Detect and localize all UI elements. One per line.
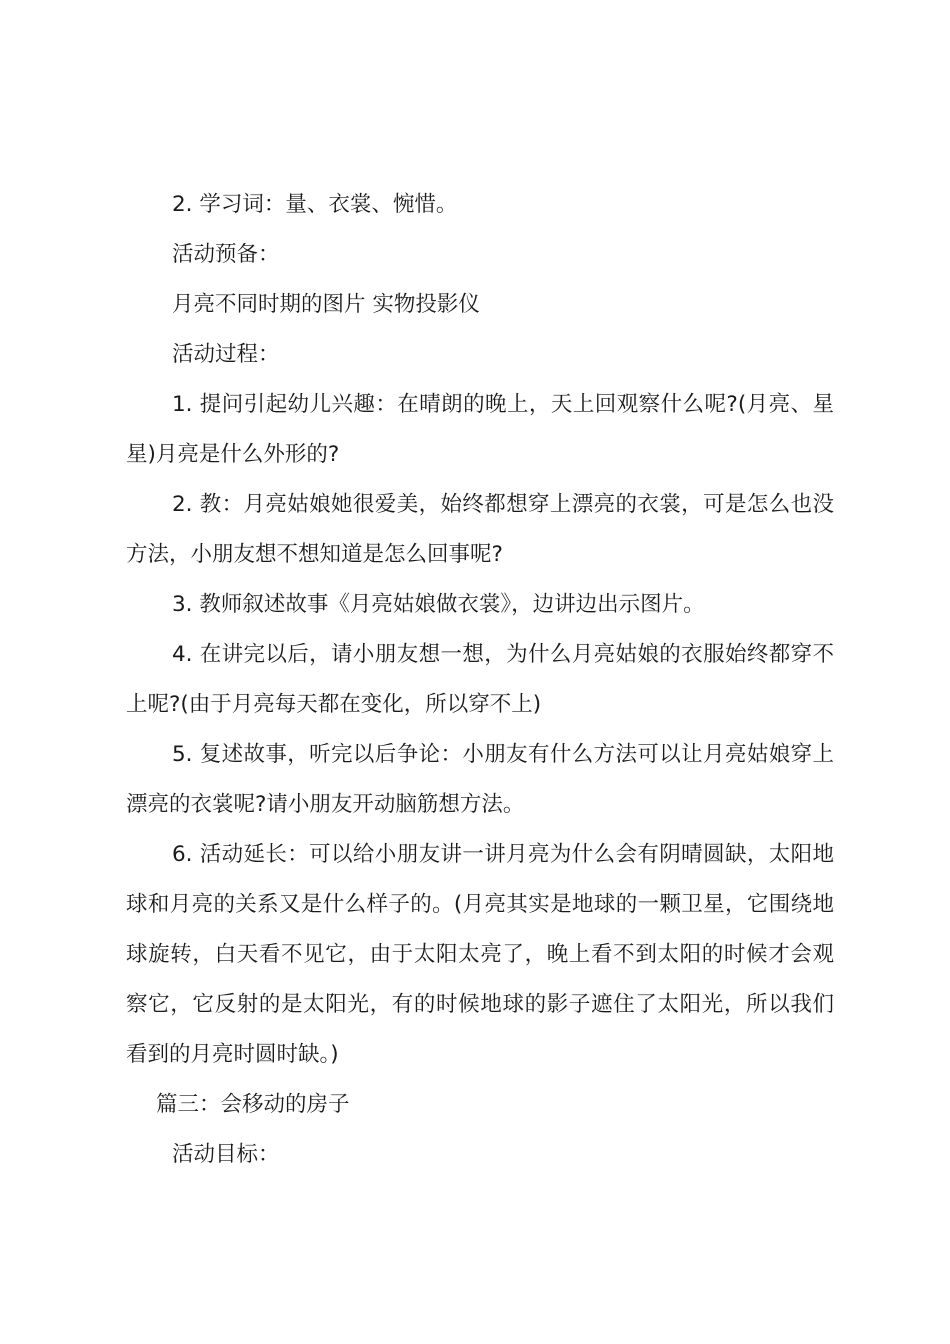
paragraph-step-5: 5. 复述故事，听完以后争论：小朋友有什么方法可以让月亮姑娘穿上漂亮的衣裳呢?请小朋友开动脑筋想方法。	[126, 742, 834, 817]
heading-activity-goals: 活动目标：	[172, 1142, 280, 1167]
paragraph-preparation-items: 月亮不同时期的图片 实物投影仪	[172, 292, 480, 317]
paragraph-step-3: 3. 教师叙述故事《月亮姑娘做衣裳》，边讲边出示图片。	[172, 592, 705, 617]
paragraph-step-6: 6. 活动延长：可以给小朋友讲一讲月亮为什么会有阴晴圆缺，太阳地球和月亮的关系又是什么样子的。(月亮其实是地球的一颗卫星，它围绕地球旋转，白天看不见它，由于太阳太亮了，晚上看不到太阳的时候才会观察它，它反射的是太阳光，有的时候地球的影子遮住了太阳光，所以我们看到的月亮时圆时缺。)	[126, 842, 834, 1067]
heading-activity-preparation: 活动预备：	[172, 242, 280, 267]
paragraph-vocab: 2. 学习词：量、衣裳、惋惜。	[172, 192, 458, 217]
chapter-3-title: 篇三：会移动的房子	[156, 1092, 350, 1117]
paragraph-step-4: 4. 在讲完以后，请小朋友想一想，为什么月亮姑娘的衣服始终都穿不上呢?(由于月亮每天都在变化，所以穿不上)	[126, 642, 834, 717]
paragraph-step-2: 2. 教：月亮姑娘她很爱美，始终都想穿上漂亮的衣裳，可是怎么也没方法，小朋友想不想知道是怎么回事呢?	[126, 492, 834, 567]
document-body	[126, 180, 834, 1180]
paragraph-step-1: 1. 提问引起幼儿兴趣：在晴朗的晚上，天上回观察什么呢?(月亮、星星)月亮是什么外形的?	[126, 392, 834, 467]
heading-activity-process: 活动过程：	[172, 342, 280, 367]
